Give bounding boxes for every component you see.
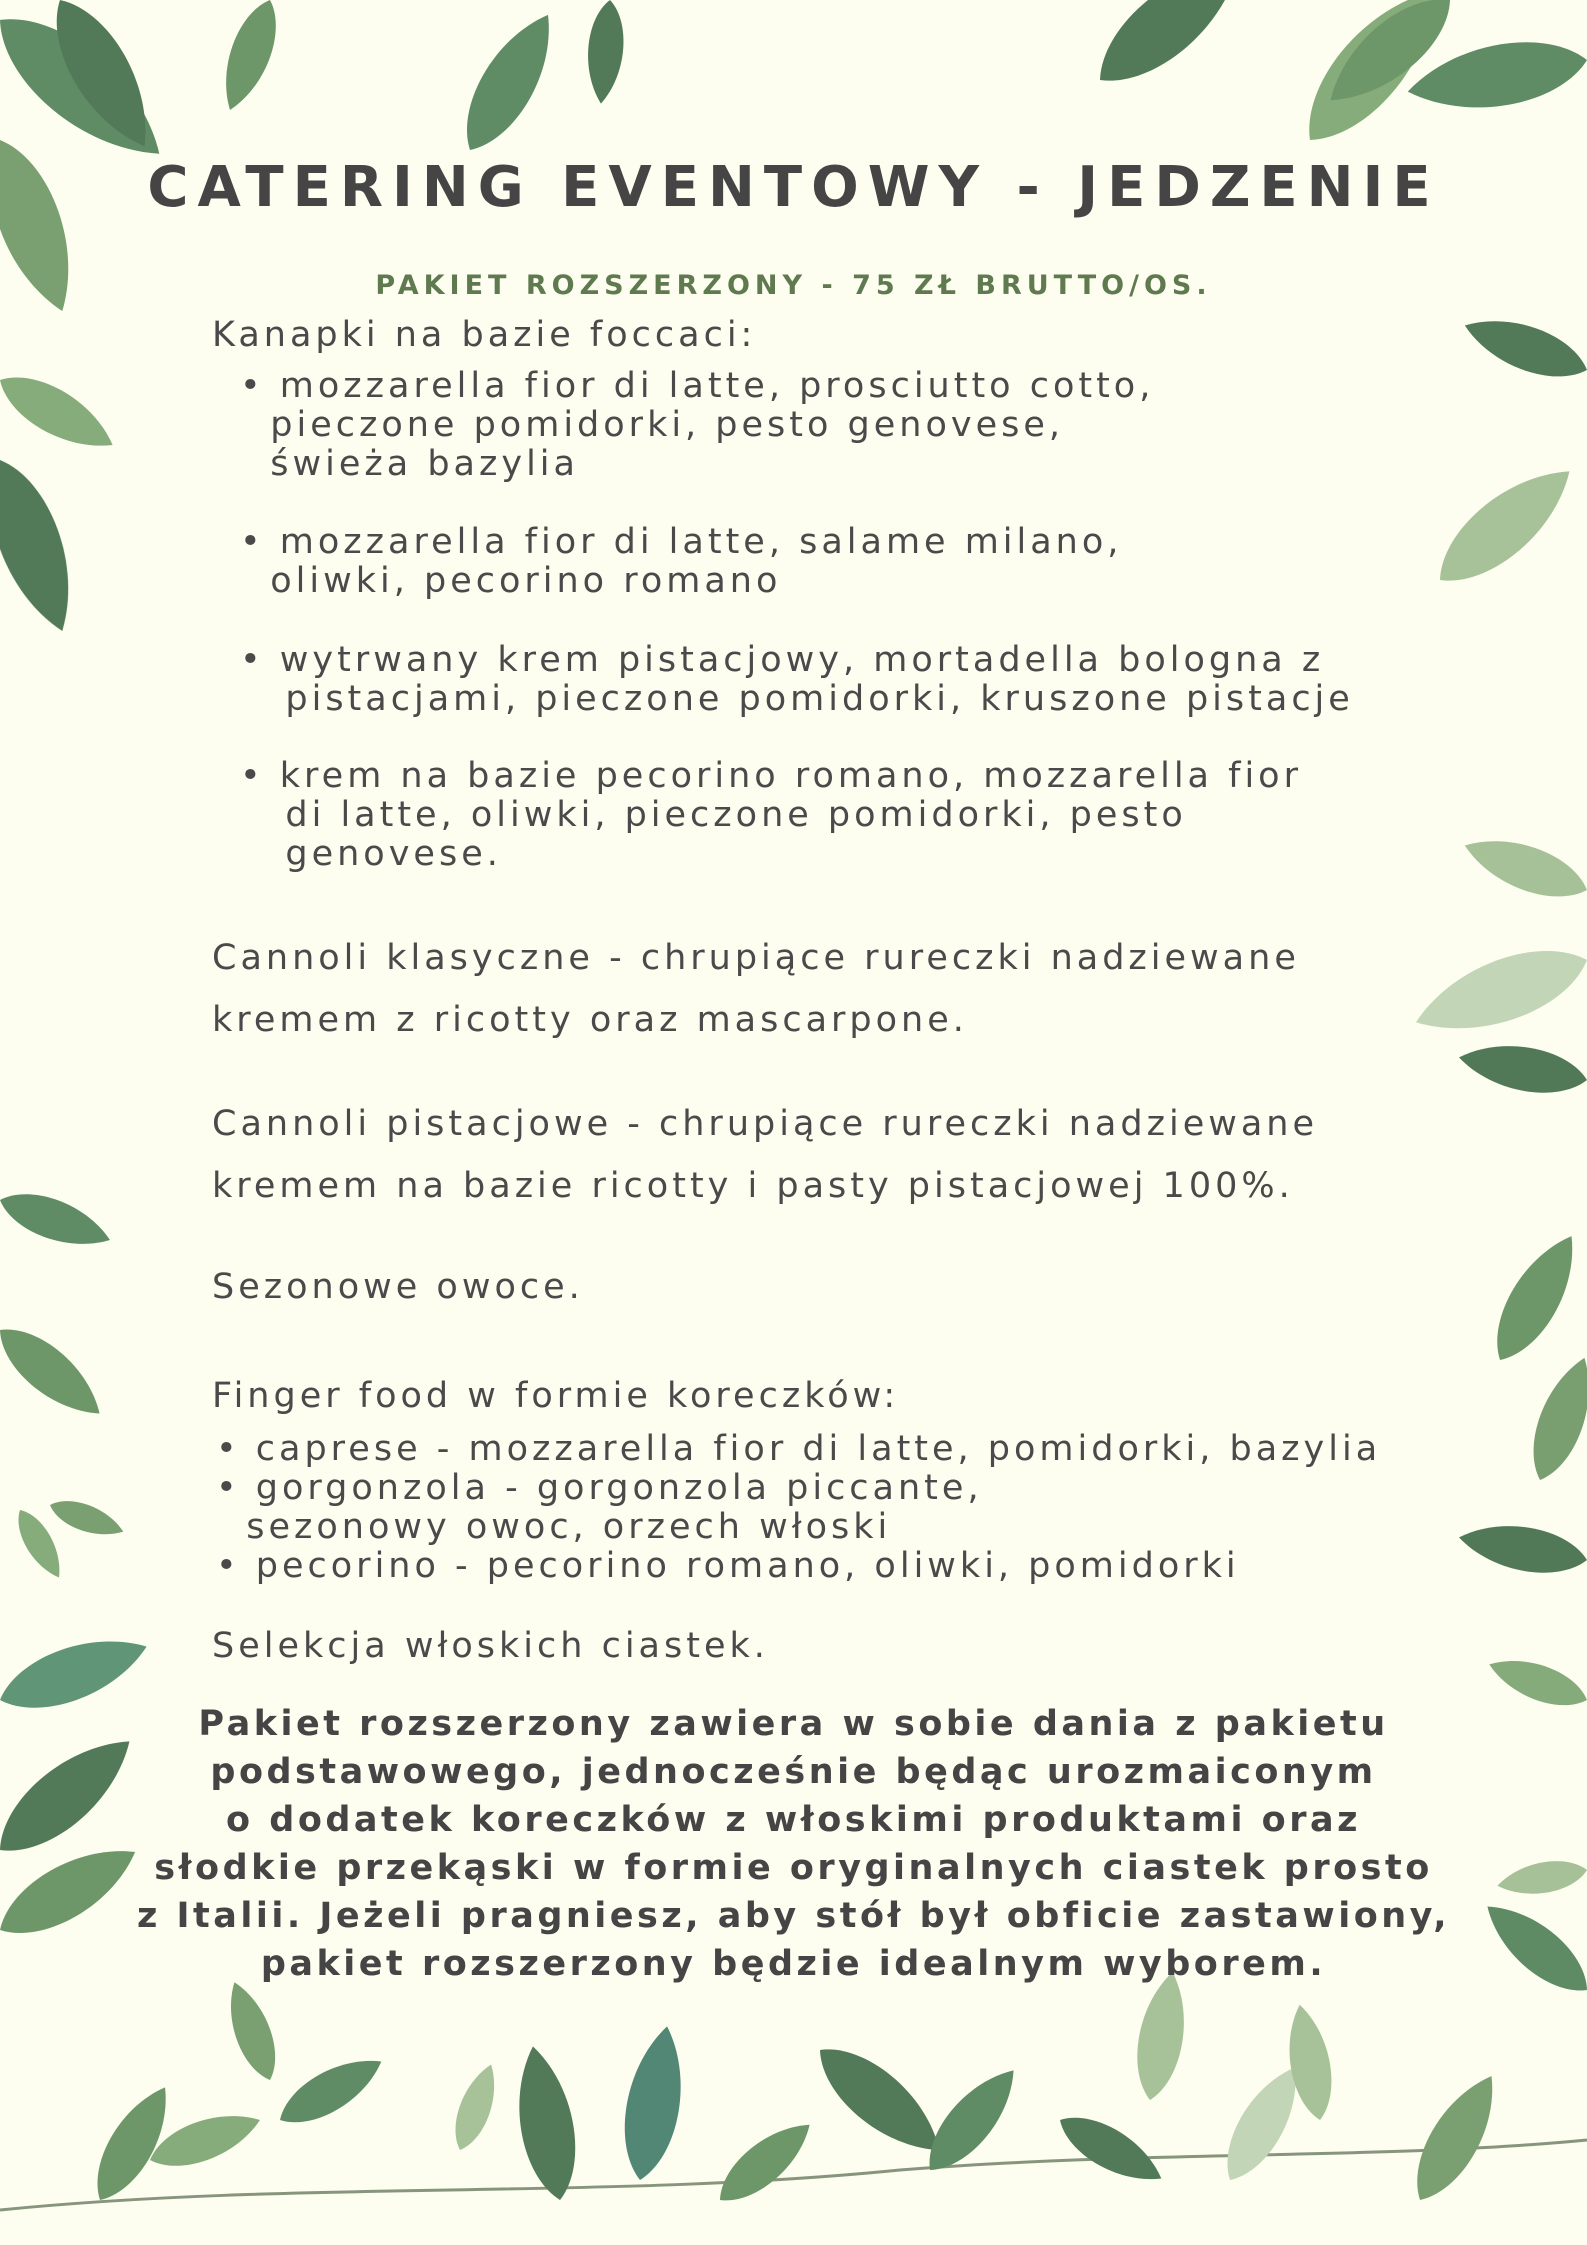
cookies: Selekcja włoskich ciastek. xyxy=(212,1626,769,1666)
finger-food-item-3: • pecorino - pecorino romano, oliwki, pomidorki xyxy=(216,1546,1240,1586)
summary-line: Pakiet rozszerzony zawiera w sobie dania z pakietu xyxy=(198,1704,1389,1744)
foccacia-intro: Kanapki na bazie foccaci: xyxy=(212,315,757,355)
cannoli-classic: Cannoli klasyczne - chrupiące rureczki nadziewane kremem z ricotty oraz mascarpone. xyxy=(212,938,1300,1040)
page-title: CATERING EVENTOWY - JEDZENIE xyxy=(147,155,1440,220)
summary-line: z Italii. Jeżeli pragniesz, aby stół był obficie zastawiony, xyxy=(136,1896,1451,1936)
finger-food-intro: Finger food w formie koreczków: xyxy=(212,1376,900,1416)
package-price-subtitle: PAKIET ROZSZERZONY - 75 ZŁ BRUTTO/OS. xyxy=(375,270,1212,301)
package-summary xyxy=(0,1700,1587,1988)
finger-food-item-1: • caprese - mozzarella fior di latte, pomidorki, bazylia xyxy=(216,1429,1382,1469)
summary-line: podstawowego, jednocześnie będąc urozmaiconym xyxy=(210,1752,1377,1792)
foccacia-item-4: • krem na bazie pecorino romano, mozzarella fior di latte, oliwki, pieczone pomidorki, pesto genovese. xyxy=(240,756,1302,874)
summary-line: pakiet rozszerzony będzie idealnym wyborem. xyxy=(260,1944,1327,1984)
summary-line: o dodatek koreczków z włoskimi produktami oraz xyxy=(226,1800,1361,1840)
summary-line: słodkie przekąski w formie oryginalnych ciastek prosto xyxy=(154,1848,1433,1888)
foccacia-item-3: • wytrwany krem pistacjowy, mortadella bologna z pistacjami, pieczone pomidorki, kruszone pistacje xyxy=(240,640,1354,719)
seasonal-fruit: Sezonowe owoce. xyxy=(212,1267,584,1307)
cannoli-pistachio: Cannoli pistacjowe - chrupiące rureczki nadziewane kremem na bazie ricotty i pasty pistacjowej 100%. xyxy=(212,1104,1319,1206)
foccacia-item-1: • mozzarella fior di latte, prosciutto cotto, pieczone pomidorki, pesto genovese, świeża bazylia xyxy=(240,366,1155,484)
foccacia-item-2: • mozzarella fior di latte, salame milano, oliwki, pecorino romano xyxy=(240,522,1123,601)
finger-food-item-2: • gorgonzola - gorgonzola piccante, sezonowy owoc, orzech włoski xyxy=(216,1468,983,1547)
